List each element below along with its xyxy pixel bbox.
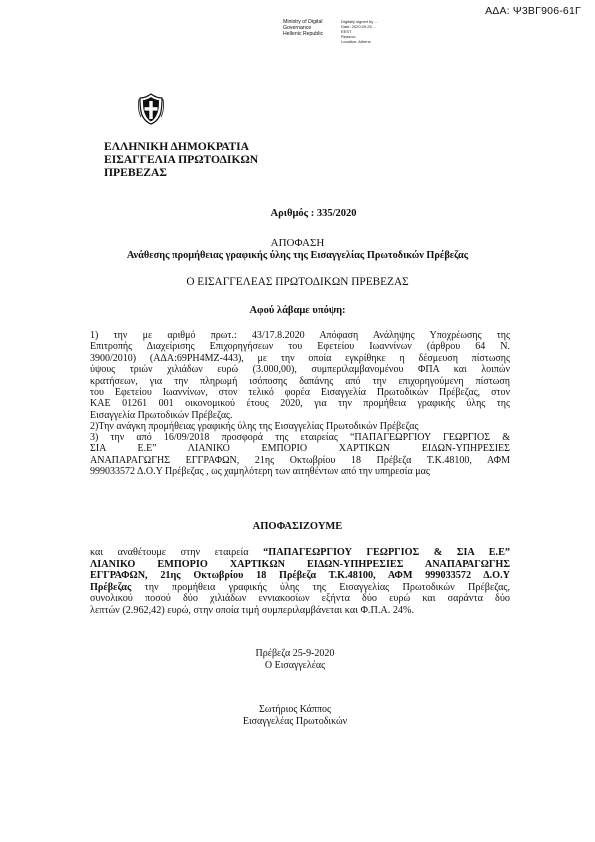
award-text: και αναθέτουμε στην εταιρεία [90,547,264,558]
recital-item-3 [90,432,510,478]
signer-line: Hellenic Republic [283,31,324,37]
signer-detail: Reason: [341,34,356,39]
greek-coat-of-arms-icon [137,93,165,125]
decision-heading: ΑΠΟΦΑΣΙΖΟΥΜΕ [252,521,343,532]
text-line [90,582,510,594]
signer-line: Ministry of Digital [283,19,323,25]
text-line: Επιτροπής Διαχείρισης Επιχορηγήσεων του Εφετείου Ιωαννίνων (άρθρου 64 Ν. [90,341,510,353]
signatory-role: Ο Εισαγγελέας [264,660,326,671]
signer-detail: Location: Athens [341,39,371,44]
text-line: ΑΝΑΠΑΡΑΓΩΓΗΣ ΕΓΓΡΑΦΩΝ, 21ης Οκτωβρίου 18 Πρέβεζα Τ.Κ.48100, ΑΦΜ [90,454,510,466]
award-paragraph [90,547,510,617]
text-line [90,547,510,559]
recital-item-2 [90,421,510,432]
signer-detail: Date: 2020.09.25 ... [341,24,377,29]
text-line: του Εφετείου Ιωαννίνων, στον τελικό φορέα Εισαγγελία Πρωτοδικών Πρέβεζας, στον [90,387,510,399]
header-line: ΕΙΣΑΓΓΕΛΙΑ ΠΡΩΤΟΔΙΚΩΝ [104,153,259,166]
ada-code: ΑΔΑ: Ψ3ΒΓ906-61Γ [485,5,581,17]
text-line: ύψους τριών χιλιάδων ευρώ (3.000,00), συμπεριλαμβανομένου ΦΠΑ και λοιπών [90,364,510,376]
decision-title: ΑΠΟΦΑΣΗ [270,237,325,249]
digital-signature-stamp [283,19,423,53]
decision-subtitle: Ανάθεσης προμήθειας γραφικής ύλης της Εισαγγελίας Πρωτοδικών Πρέβεζας [126,250,469,261]
award-text: την προμήθεια γραφικής ύλης της Εισαγγελίας Πρωτοδικών Πρέβεζας, [131,581,510,593]
text-line: 1) την με αριθμό πρωτ.: 43/17.8.2020 Απόφαση Ανάληψης Υποχρέωσης της [90,330,510,341]
text-line: ΚΑΕ 01261 001 οικονομικού έτους 2020, για την προμήθεια γραφικής ύλης της [90,398,510,410]
signatory-name: Σωτήριος Κάππος [259,704,331,715]
signer-detail: Digitally signed by ... [341,19,378,24]
signer-line: Governance [283,25,312,31]
recital-item-1 [90,330,510,421]
place-date-block [240,648,350,672]
text-line: ΛΙΑΝΙΚΟ ΕΜΠΟΡΙΟ ΧΑΡΤΙΚΩΝ ΕΙΔΩΝ-ΥΠΗΡΕΣΙΕΣ ΑΝΑΠΑΡΑΓΩΓΗΣ [90,558,510,570]
authority-title: Ο ΕΙΣΑΓΓΕΛΕΑΣ ΠΡΩΤΟΔΙΚΩΝ ΠΡΕΒΕΖΑΣ [186,276,409,288]
contractor-name: “ΠΑΠΑΓΕΩΡΓΙΟΥ ΓΕΩΡΓΙΟΣ & ΣΙΑ Ε.Ε” [263,547,510,558]
text-line: Εισαγγελία Πρωτοδικών Πρέβεζας. [90,409,233,421]
signer-details [341,19,378,44]
place-date: Πρέβεζα 25-9-2020 [255,648,335,659]
signatory-title: Εισαγγελέας Πρωτοδικών [242,716,348,727]
considering-heading: Αφού λάβαμε υπόψη: [249,305,346,316]
text-line: 3900/2010) (ΑΔΑ:69ΡΗ4ΜΖ-443), με την οποία εγκρίθηκε η δέσμευση πίστωσης [90,352,510,364]
text-line: 3) την από 16/09/2018 προσφορά της εταιρείας “ΠΑΠΑΓΕΩΡΓΙΟΥ ΓΕΩΡΓΙΟΣ & [90,432,510,443]
text-line: λεπτών (2.962,42) ευρώ, στην οποία τιμή συμπεριλαμβάνεται και Φ.Π.Α. 24%. [90,604,415,616]
issuer-header [104,140,258,179]
document-number: Αριθμός : 335/2020 [270,208,357,219]
contractor-tax-office: Πρέβεζας [90,581,132,593]
text-line: κρατήσεων, για την πληρωμή ισόποσης δαπάνης από την επιχορηγούμενη πίστωση [90,375,510,387]
text-line: συνολικού ποσού δύο χιλιάδων εννιακοσίων εξήντα δύο ευρώ και σαράντα δύο [90,593,510,605]
text-line: ΕΓΓΡΑΦΩΝ, 21ης Οκτωβρίου 18 Πρέβεζα Τ.Κ.48100, ΑΦΜ 999033572 Δ.Ο.Υ [90,570,510,582]
text-line: ΣΙΑ Ε.Ε” ΛΙΑΝΙΚΟ ΕΜΠΟΡΙΟ ΧΑΡΤΙΚΩΝ ΕΙΔΩΝ-ΥΠΗΡΕΣΙΕΣ [90,443,510,455]
header-line: ΠΡΕΒΕΖΑΣ [104,166,167,179]
signer-detail: EEST [341,29,352,34]
text-line: 2)Την ανάγκη προμήθειας γραφικής ύλης της Εισαγγελίας Πρωτοδικών Πρέβεζας [90,421,419,432]
text-line: 999033572 Δ.Ο.Υ Πρέβεζας , ως χαμηλότερη των αιτηθέντων από την υπηρεσία μας [90,466,430,478]
signature-block [225,704,365,728]
header-line: ΕΛΛΗΝΙΚΗ ΔΗΜΟΚΡΑΤΙΑ [104,140,250,153]
